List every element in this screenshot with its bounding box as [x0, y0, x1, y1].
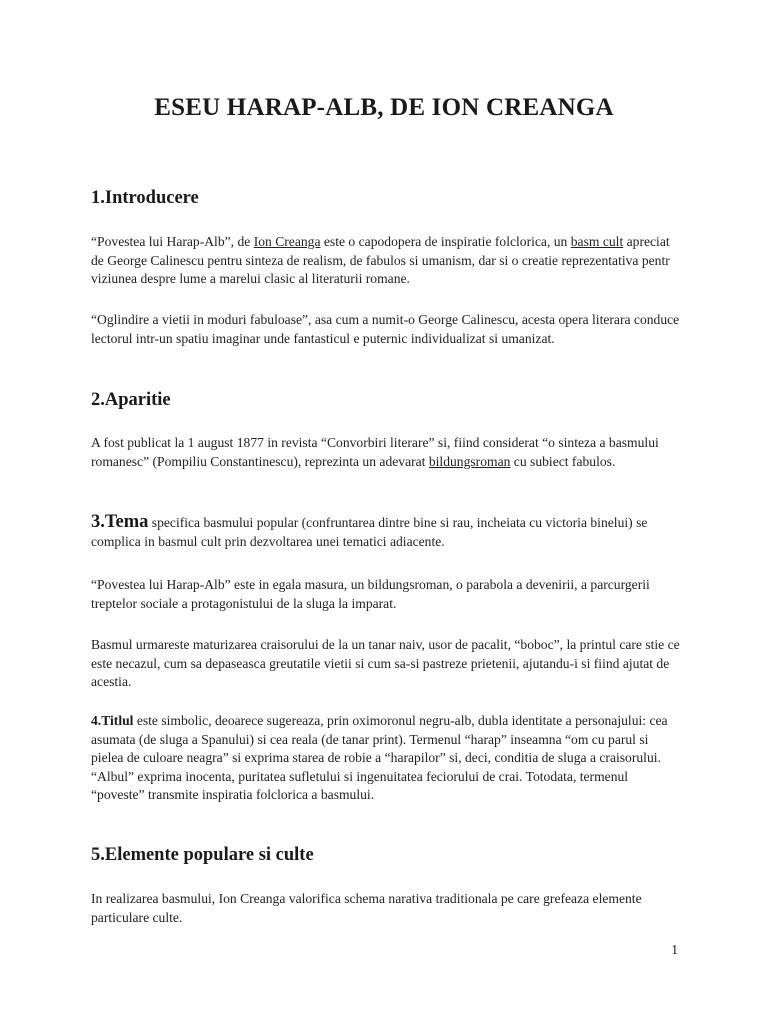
paragraph-tema-2: “Povestea lui Harap-Alb” este in egala masura, un bildungsroman, o parabola a devenirii, a parcurgerii treptelor sociale a protagonistului de la sluga la imparat.: [91, 577, 650, 611]
heading-titlul: 4.Titlul: [91, 713, 134, 728]
text: apreciat de George Calinescu pentru sinteza de realism, de fabulos si umanism, dar si o creatie reprezentativa pentr viziunea despre lume a marelui clasic al literaturii romane.: [91, 234, 670, 287]
paragraph-intro-1: [91, 233, 681, 289]
link-bildungsroman[interactable]: bildungsroman: [428, 453, 511, 469]
link-ion-creanga[interactable]: Ion Creanga: [253, 234, 321, 249]
text: este simbolic, deoarece sugereaza, prin oximoronul negru-alb, dubla identitate a personajului: cea asumata (de sluga a Spanului) si cea reala (de tanar print). Termenul “harap” inseamna “om cu parul si pielea de culoare neagra” si exprima starea de robie a “harapilor” si, deci, conditia de sluga a craisorului. “Albul” exprima inocenta, puritatea sufletului si ingenuitatea feciorului de crai. Totodata, termenul “poveste” transmite inspiratia folclorica a basmului.: [91, 713, 668, 803]
text: este o capodopera de inspiratie folclorica, un: [320, 234, 571, 249]
paragraph-tema-3: Basmul urmareste maturizarea craisorului de la un tanar naiv, usor de pacalit, “boboc”, la printul care stie ce este necazul, cum sa depaseasca greutatile vietii si cum sa-si pastreze prietenii, ajutandu-i si fiind ajutat de acestia.: [91, 637, 680, 690]
paragraph-aparitie: [91, 434, 681, 471]
paragraph-elemente: In realizarea basmului, Ion Creanga valorifica schema narativa traditionala pe care grefeaza elemente particulare culte.: [91, 891, 642, 925]
paragraph-intro-2: “Oglindire a vietii in moduri fabuloase”, asa cum a numit-o George Calinescu, acesta opera literara conduce lectorul intr-un spatiu imaginar unde fantasticul e puternic individualizat si umanizat.: [91, 312, 680, 346]
heading-introducere: 1.Introducere: [91, 188, 199, 208]
text: A fost publicat la 1 august 1877 in revista “Convorbiri literare” si, fiind considerat “o sinteza a basmului romanesc” (Pompiliu Constantinescu), reprezinta un adevarat: [91, 435, 659, 469]
heading-tema: 3.Tema: [91, 512, 149, 532]
page-number: 1: [671, 942, 678, 957]
text: specifica basmului popular (confruntarea dintre bine si rau, incheiata cu victoria binelui) se complica in basmul cult prin dezvoltarea unei tematici adiacente.: [91, 515, 648, 549]
link-basm-cult[interactable]: basm cult: [570, 234, 624, 249]
heading-aparitie: 2.Aparitie: [91, 390, 171, 410]
text: “Povestea lui Harap-Alb”, de: [91, 234, 254, 249]
paragraph-titlul: [91, 712, 681, 805]
document-title: ESEU HARAP-ALB, DE ION CREANGA: [154, 94, 614, 121]
heading-elemente: 5.Elemente populare si culte: [91, 845, 314, 865]
text: cu subiect fabulos.: [510, 453, 616, 469]
paragraph-tema-1: [91, 513, 681, 551]
